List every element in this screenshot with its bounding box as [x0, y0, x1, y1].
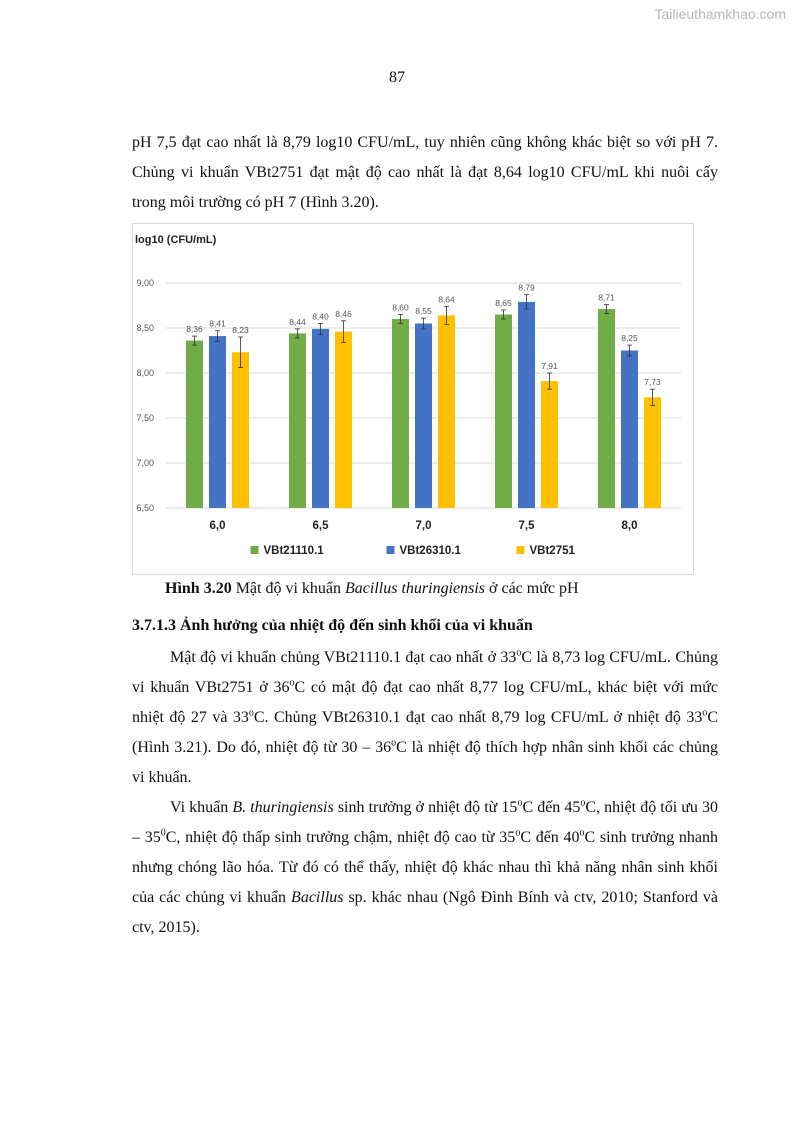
y-axis-label: log10 (CFU/mL) [135, 234, 217, 246]
y-tick-label: 8,50 [136, 323, 154, 333]
data-label: 8,60 [392, 302, 409, 313]
data-label: 8,79 [518, 282, 535, 293]
y-tick-label: 7,00 [136, 458, 154, 468]
bar-chart [133, 224, 693, 574]
legend-label: VBt2751 [529, 545, 575, 557]
text: C sinh trưởng nhanh nhưng chóng lão hóa. Từ đó có thể thấy, nhiệt độ khác nhau thì khả năng nhân sinh khối của các chủng vi khuẩn [132, 829, 719, 906]
bar [312, 329, 329, 508]
text: C đến 40 [520, 829, 580, 846]
data-label: 8,71 [598, 292, 615, 303]
data-label: 8,64 [438, 294, 455, 305]
bar [495, 315, 512, 509]
data-label: 8,46 [335, 308, 352, 319]
section-heading: 3.7.1.3 Ảnh hưởng của nhiệt độ đến sinh khối của vi khuẩn [132, 617, 533, 634]
sup: o [515, 827, 521, 839]
text: Vi khuẩn [170, 799, 233, 816]
text: C (Hình 3.21). Do đó, nhiệt độ từ 30 – 36 [132, 709, 718, 756]
bar [598, 309, 615, 508]
page-number: 87 [389, 69, 405, 86]
text: sp. khác nhau (Ngô Đình Bính và ctv, 2010; Stanford và ctv, 2015). [132, 889, 719, 936]
x-tick-label: 8,0 [621, 520, 638, 532]
y-tick-label: 8,00 [136, 368, 154, 378]
bar [232, 352, 249, 508]
data-label: 8,55 [415, 306, 432, 317]
legend-swatch [517, 546, 525, 554]
figure-chart [132, 223, 694, 575]
data-label: 8,25 [621, 333, 638, 344]
y-tick-label: 9,00 [136, 278, 154, 288]
text: C là 8,73 log CFU/mL. Chủng vi khuẩn VBt2751 ở 36 [132, 649, 719, 696]
y-tick-label: 6,50 [136, 503, 154, 513]
text: Mật độ vi khuẩn chủng VBt21110.1 đạt cao nhất ở 33 [170, 649, 517, 666]
x-tick-label: 7,0 [415, 520, 432, 532]
caption-label: Hình 3.20 [165, 580, 232, 597]
text: sinh trưởng ở nhiệt độ từ 15 [333, 799, 518, 816]
sup: o [516, 647, 522, 659]
data-label: 8,65 [495, 298, 512, 308]
sup: o [579, 827, 585, 839]
caption-text-1: Mật độ vi khuẩn [231, 580, 346, 597]
sup: 0 [160, 827, 166, 839]
figure-caption [165, 580, 579, 598]
paragraph-2 [132, 643, 718, 793]
bar [289, 333, 306, 508]
data-label: 7,91 [541, 361, 558, 371]
x-tick-label: 6,0 [209, 520, 226, 532]
sup: o [580, 797, 586, 809]
bar [186, 341, 203, 508]
caption-species: Bacillus thuringiensis [345, 580, 486, 597]
y-tick-label: 7,50 [136, 413, 154, 423]
legend-label: VBt26310.1 [399, 545, 461, 557]
paragraph-3 [132, 793, 718, 943]
data-label: 8,41 [209, 318, 226, 329]
sup: o [289, 677, 295, 689]
text: C là nhiệt độ thích hợp nhân sinh khối các chủng vi khuẩn. [132, 739, 718, 786]
bar [621, 351, 638, 509]
sup: o [517, 797, 523, 809]
x-tick-label: 7,5 [518, 520, 535, 532]
data-label: 8,40 [312, 311, 329, 322]
x-tick-label: 6,5 [312, 520, 329, 532]
sup: o [391, 737, 397, 749]
species-italic: B. thuringiensis [232, 799, 334, 816]
bar [541, 381, 558, 508]
legend-swatch [387, 546, 395, 554]
data-label: 8,36 [186, 324, 203, 335]
legend-label: VBt21110.1 [263, 545, 324, 557]
text: C đến 45 [522, 799, 581, 816]
bar [209, 336, 226, 508]
text: C, nhiệt độ thấp sinh trưởng chậm, nhiệt độ cao từ 35 [165, 829, 516, 846]
bar [438, 315, 455, 508]
text: C, nhiệt độ tối ưu 30 – 35 [132, 799, 718, 846]
sup: o [702, 707, 708, 719]
legend-swatch [251, 546, 259, 554]
bar [392, 319, 409, 508]
bar [335, 332, 352, 508]
data-label: 8,23 [232, 325, 249, 335]
text: C. Chủng VBt26310.1 đạt cao nhất 8,79 log CFU/mL ở nhiệt độ 33 [253, 709, 703, 726]
watermark: Tailieuthamkhao.com [654, 6, 786, 22]
sup: o [248, 707, 254, 719]
bar [415, 324, 432, 509]
genus-italic: Bacillus [291, 889, 344, 906]
data-label: 7,73 [644, 377, 661, 388]
caption-text-2: ở các mức pH [485, 580, 579, 597]
bar [518, 302, 535, 508]
bar [644, 397, 661, 508]
data-label: 8,44 [289, 316, 306, 327]
paragraph-1: pH 7,5 đạt cao nhất là 8,79 log10 CFU/mL, tuy nhiên cũng không khác biệt so với pH 7. Chủng vi khuẩn VBt2751 đạt mật độ cao nhất là đạt 8,64 log10 CFU/mL khi nuôi cấy trong môi trường có pH 7 (Hình 3.20). [132, 134, 718, 211]
text: C có mật độ đạt cao nhất 8,77 log CFU/mL, khác biệt với mức nhiệt độ 27 và 33 [132, 679, 718, 726]
